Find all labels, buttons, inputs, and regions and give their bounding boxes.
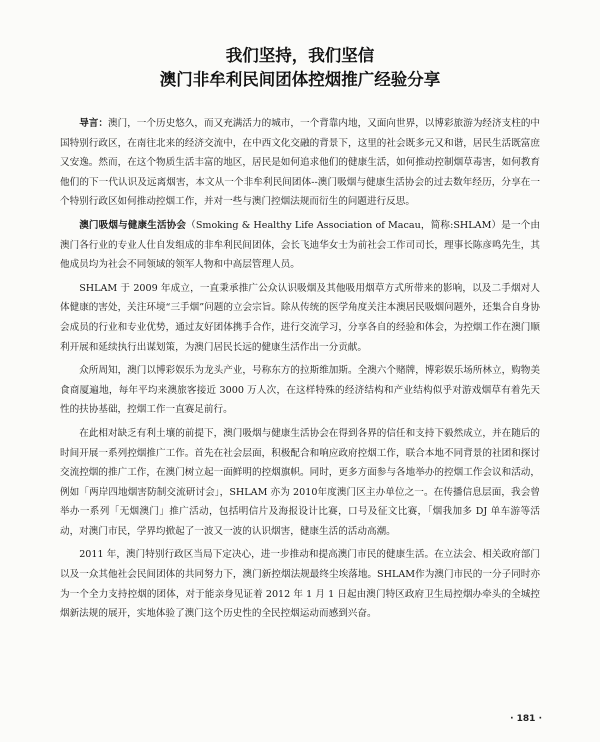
paragraph-legislation	[60, 545, 540, 623]
paragraph-text: 在此相对缺乏有利土壤的前提下，澳门吸烟与健康生活协会在得到各界的信任和支持下毅然成立，并在随后的时间开展一系列控烟推广工作。首先在社会层面，积极配合和响应政府控烟工作，联合本地不同背景的社团和探讨交流控烟的推广工作，在澳门树立起一面鲜明的控烟旗帜。同时，更多方面参与各地举办的控烟工作会议和活动，例如「两岸四地烟害防制交流研讨会」，SHLAM 亦为 2010年度澳门区主办单位之一。在传播信息层面，我会曾举办一系列「无烟澳门」推广活动，包括明信片及海报设计比赛，口号及征文比赛，「烟我加多 DJ 单车游等活动，对澳门市民，学界均掀起了一波又一波的认识烟害，健康生活的活动高潮。	[60, 427, 540, 537]
paragraph-text: 澳门，一个历史悠久，而又充满活力的城市，一个背靠内地，又面向世界，以博彩旅游为经济支柱的中国特别行政区，在南往北来的经济交流中，在中西文化交融的背景下，这里的社会既多元又和谐，居民生活既富庶又安逸。然而，在这个物质生活丰富的地区，居民是如何追求他们的健康生活，如何推动控制烟草毒害，如何教育他们的下一代认识及远离烟害，本文从一个非牟利民间团体--澳门吸烟与健康生活协会的过去数年经历，分享在一个特别行政区如何推动控烟工作，并对一些与澳门控烟法规而衍生的问题进行反思。	[60, 118, 541, 208]
paragraph-intro	[60, 114, 540, 212]
title-line-1: 我们坚持，我们坚信	[225, 46, 375, 65]
page-number: · 181 ·	[510, 714, 542, 724]
paragraph-founding	[60, 279, 540, 357]
paragraph-text: 2011 年，澳门特别行政区当局下定决心，进一步推动和提高澳门市民的健康生活。在立法会、相关政府部门以及一众其他社会民间团体的共同努力下，澳门新控烟法规最终尘埃落地。SHLAM作为澳门市民的一分子同时亦为一个全力支持控烟的团体，对于能亲身见证着 2012 年 1 月 1 日起由澳门特区政府卫生局控烟办牵头的全城控烟新法规的展开，实地体验了澳门这个历史性的全民控烟运动而感到兴奋。	[60, 549, 540, 620]
paragraph-text: （Smoking & Healthy Life Association of Macau，简称:SHLAM）是一个由澳门各行业的专业人仕自发组成的非牟利民间团体，会长飞迪华女士为前社会工作司司长，理事长陈彦鸣先生，其他成员均为社会不同领域的领军人物和中高层管理人员。	[60, 219, 541, 271]
paragraph-activities	[60, 424, 540, 542]
intro-lead: 导言：	[79, 118, 108, 129]
article-body	[60, 114, 540, 624]
paragraph-text: 众所周知，澳门以博彩娱乐为龙头产业，号称东方的拉斯维加斯。全澳六个赌牌，博彩娱乐场所林立，购物美食商厦遍地，每年平均来澳旅客接近 3000 万人次，在这样特殊的经济结构和产业结构似乎对游戏烟草有着先天性的扶协基础，控烟工作一直赛足前行。	[60, 365, 540, 416]
paragraph-text: SHLAM 于 2009 年成立，一直秉承推广公众认识吸烟及其他吸用烟草方式所带来的影响，以及二手烟对人体健康的害处，关注环境“三手烟”问题的立会宗旨。除从传统的医学角度关注本澳居民吸烟问题外，还集合自身协会成员的行业和专业优势，通过友好团体携手合作，进行交流学习，分享各自的经验和体会，为控烟工作在澳门顺利开展和延续执行出谋划策，为澳门居民长远的健康生活作出一分贡献。	[60, 282, 540, 353]
association-lead: 澳门吸烟与健康生活协会	[79, 219, 187, 231]
title-line-2: 澳门非牟利民间团体控烟推广经验分享	[159, 70, 441, 89]
title-block	[60, 44, 540, 92]
paragraph-association	[60, 216, 540, 275]
paragraph-gaming-industry	[60, 361, 540, 420]
